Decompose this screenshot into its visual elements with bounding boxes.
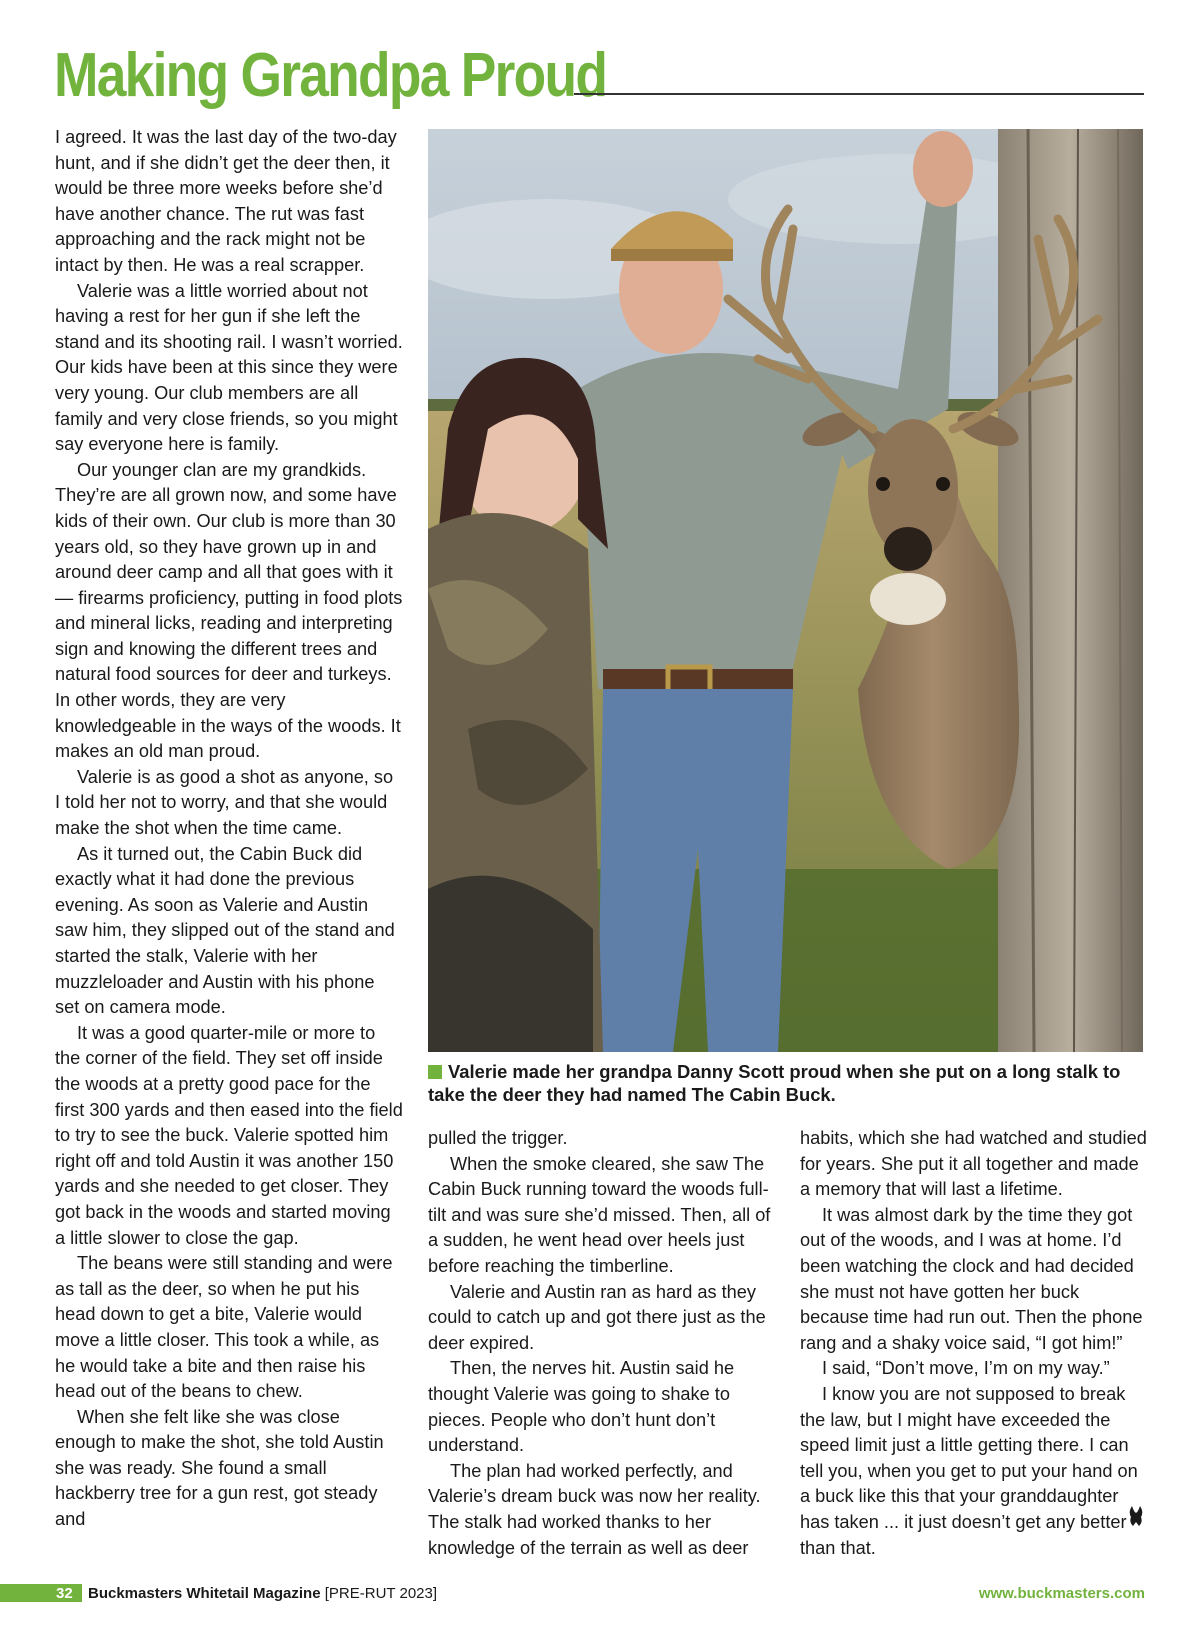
- article-column-1: [55, 125, 403, 1533]
- paragraph: As it turned out, the Cabin Buck did exactly what it had done the previous evening. As soon as Valerie and Austin saw him, they slipped out of the stand and started the stalk, Valerie with her muzzleloader and Austin with his phone set on camera mode.: [55, 843, 395, 1018]
- paragraph: I know you are not supposed to break the law, but I might have exceeded the speed limit just a little getting there. I can tell you, when you get to put your hand on a buck like this that your granddaughter has taken ... it just doesn’t get any better than that.: [800, 1383, 1138, 1558]
- article-column-3: [800, 1126, 1148, 1561]
- issue-label: [PRE-RUT 2023]: [324, 1585, 438, 1602]
- photo-of-hunters-with-mounted-buck-icon: [428, 129, 1143, 1052]
- paragraph: Our younger clan are my grandkids. They’re are all grown now, and some have kids of their own. Our club is more than 30 years old, so they have grown up in and around deer camp and all that goes with it — firearms proficiency, putting in food plots and mineral licks, reading and interpreting sign and knowing the different trees and natural food sources for deer and turkeys. In other words, they are very knowledgeable in the ways of the woods. It makes an old man proud.: [55, 459, 403, 762]
- paragraph: The plan had worked perfectly, and Valerie’s dream buck was now her reality. The stalk had worked thanks to her knowledge of the terrain as well as deer: [428, 1460, 761, 1558]
- photo-caption-text: Valerie made her grandpa Danny Scott proud when she put on a long stalk to take the deer they had named The Cabin Buck.: [428, 1061, 1121, 1105]
- page-number: 32: [56, 1585, 73, 1602]
- article-column-2: [428, 1126, 773, 1561]
- paragraph: It was a good quarter-mile or more to the corner of the field. They set off inside the woods at a pretty good pace for the first 300 yards and then eased into the field to try to see the buck. Valerie spotted him right off and told Austin it was another 150 yards and she needed to get closer. They got back in the woods and started moving a little slower to close the gap.: [55, 1022, 403, 1248]
- paragraph: When she felt like she was close enough to make the shot, she told Austin she was ready. She found a small hackberry tree for a gun rest, got steady and: [55, 1406, 384, 1530]
- photo-caption: [428, 1060, 1148, 1106]
- paragraph: habits, which she had watched and studied for years. She put it all together and made a memory that will last a lifetime.: [800, 1128, 1147, 1200]
- paragraph: pulled the trigger.: [428, 1128, 568, 1148]
- paragraph: Valerie is as good a shot as anyone, so I told her not to worry, and that she would make the shot when the time came.: [55, 766, 394, 839]
- feature-photo: [428, 129, 1143, 1052]
- caption-marker-icon: [428, 1065, 442, 1079]
- paragraph: When the smoke cleared, she saw The Cabin Buck running toward the woods full-tilt and was sure she’d missed. Then, all of a sudden, he went head over heels just before reaching the timberline.: [428, 1153, 771, 1276]
- paragraph: I said, “Don’t move, I’m on my way.”: [822, 1358, 1110, 1379]
- paragraph: The beans were still standing and were as tall as the deer, so when he put his head down to get a bite, Valerie would move a little closer. This took a while, as he would take a bite and then raise his head out of the beans to chew.: [55, 1253, 393, 1402]
- website-link[interactable]: www.buckmasters.com: [978, 1585, 1145, 1602]
- buck-head-logo-icon: [1126, 1504, 1146, 1528]
- paragraph: It was almost dark by the time they got out of the woods, and I was at home. I’d been watching the clock and had decided she must not have gotten her buck because time had run out. Then the phone rang and a shaky voice said, “I got him!”: [800, 1204, 1143, 1353]
- magazine-title: [88, 1583, 437, 1605]
- article-title: Making Grandpa Proud: [54, 41, 607, 110]
- paragraph: I agreed. It was the last day of the two-day hunt, and if she didn’t get the deer then, it would be three more weeks before she’d have another chance. The rut was fast approaching and the rack might not be intact by then. He was a real scrapper.: [55, 127, 397, 275]
- paragraph: Valerie was a little worried about not having a rest for her gun if she left the stand and its shooting rail. I wasn’t worried. Our kids have been at this since they were very young. Our club members are all family and very close friends, so you might say everyone here is family.: [55, 280, 403, 455]
- paragraph: Then, the nerves hit. Austin said he thought Valerie was going to shake to pieces. People who don’t hunt don’t understand.: [428, 1358, 735, 1456]
- paragraph: Valerie and Austin ran as hard as they could to catch up and got there just as the deer expired.: [428, 1281, 766, 1353]
- magazine-name: Buckmasters Whitetail Magazine: [88, 1585, 321, 1602]
- page-footer: [0, 1582, 1200, 1606]
- title-rule: [574, 93, 1144, 95]
